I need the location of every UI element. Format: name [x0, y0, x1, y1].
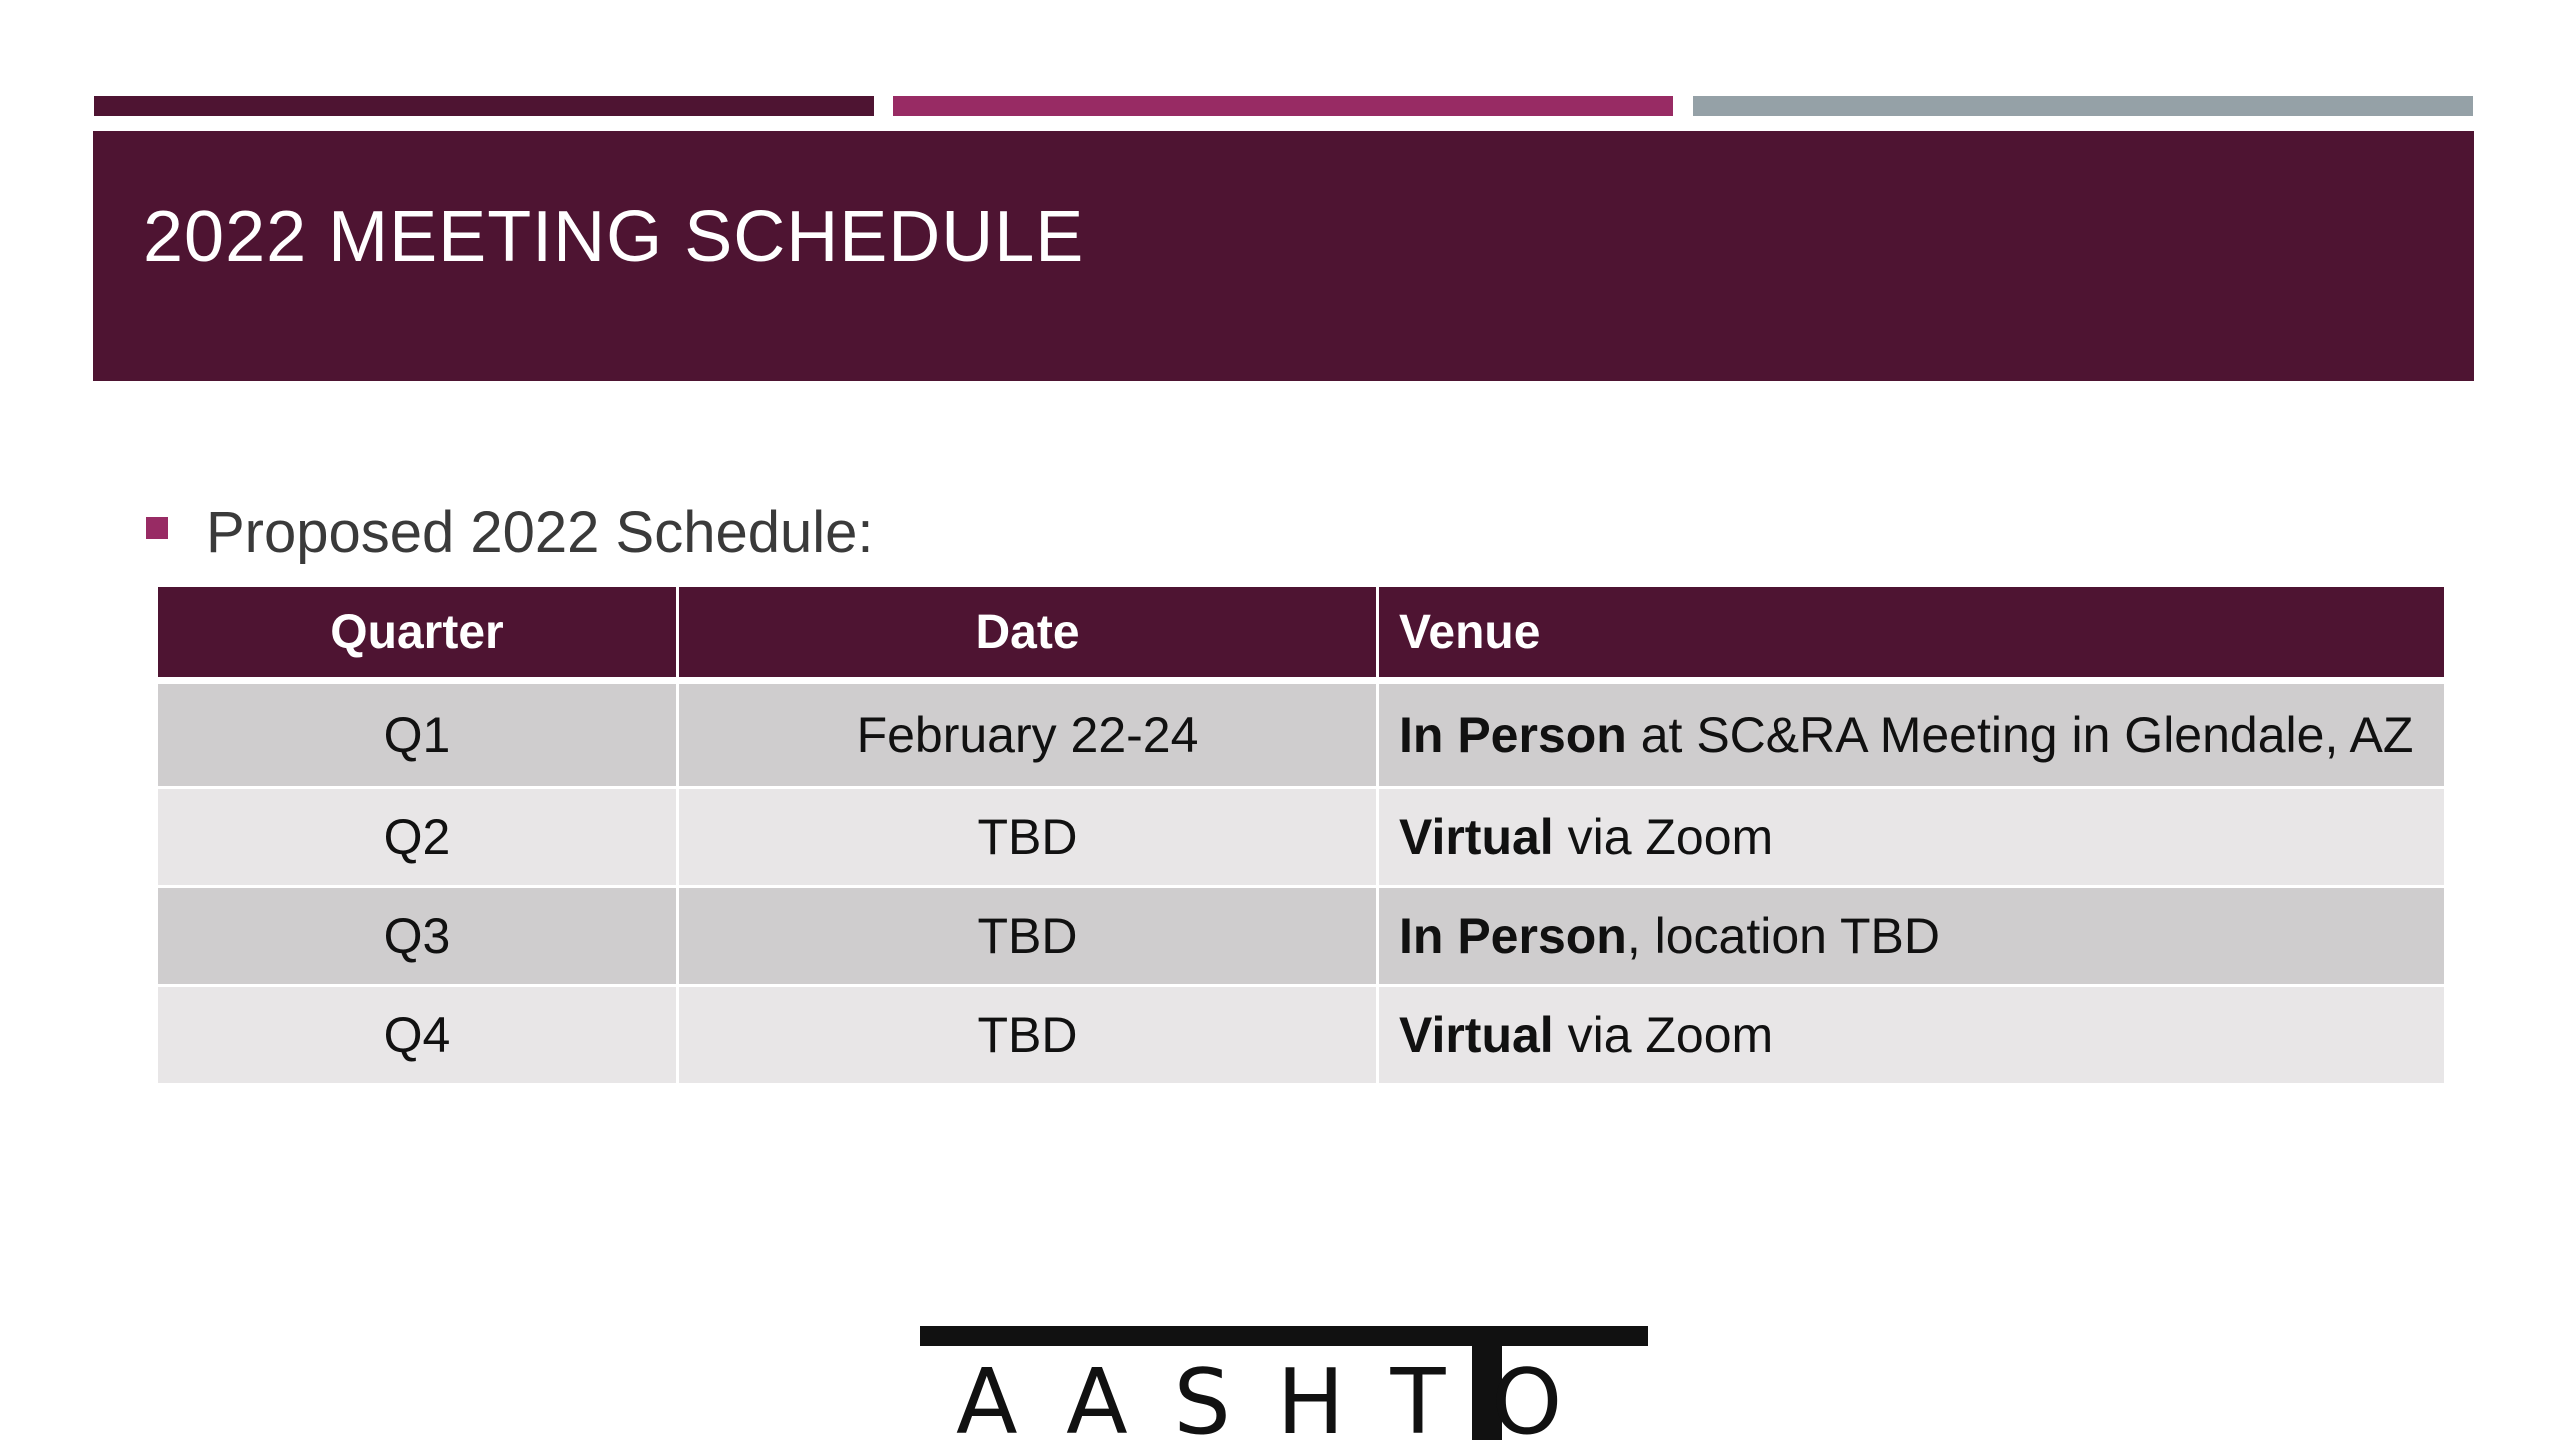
header-date: Date — [679, 587, 1379, 680]
venue-detail: via Zoom — [1553, 1007, 1774, 1063]
bullet-item — [146, 500, 874, 565]
header-venue: Venue — [1379, 587, 2444, 680]
table-row — [158, 789, 2444, 888]
square-bullet-icon — [146, 517, 168, 539]
venue-detail: , location TBD — [1626, 908, 1940, 964]
venue-mode: In Person — [1399, 707, 1627, 763]
cell-quarter: Q2 — [158, 789, 679, 888]
cell-venue — [1379, 789, 2444, 888]
aashto-logo — [920, 1326, 1648, 1440]
cell-quarter: Q3 — [158, 888, 679, 987]
cell-date: TBD — [679, 987, 1379, 1086]
cell-quarter: Q1 — [158, 680, 679, 789]
header-quarter: Quarter — [158, 587, 679, 680]
venue-detail: at SC&RA Meeting in Glendale, AZ — [1626, 707, 2414, 763]
top-accent-bar-dark — [94, 96, 874, 116]
cell-date: TBD — [679, 888, 1379, 987]
cell-date: TBD — [679, 789, 1379, 888]
venue-mode: Virtual — [1399, 1007, 1554, 1063]
bullet-text: Proposed 2022 Schedule: — [206, 500, 874, 565]
top-accent-bar-gray — [1693, 96, 2473, 116]
cell-venue — [1379, 987, 2444, 1086]
top-accent-bar-pink — [893, 96, 1673, 116]
logo-wordmark: AASHTO — [956, 1350, 1609, 1440]
cell-venue — [1379, 888, 2444, 987]
table-header-row — [158, 587, 2444, 680]
slide-title: 2022 MEETING SCHEDULE — [143, 197, 1085, 277]
venue-mode: In Person — [1399, 908, 1627, 964]
table-row — [158, 680, 2444, 789]
table-row — [158, 888, 2444, 987]
cell-date: February 22-24 — [679, 680, 1379, 789]
schedule-table — [158, 587, 2444, 1086]
logo-top-bar — [920, 1326, 1648, 1346]
venue-detail: via Zoom — [1553, 809, 1774, 865]
venue-mode: Virtual — [1399, 809, 1554, 865]
cell-quarter: Q4 — [158, 987, 679, 1086]
cell-venue — [1379, 680, 2444, 789]
title-band — [93, 131, 2474, 381]
table-row — [158, 987, 2444, 1086]
